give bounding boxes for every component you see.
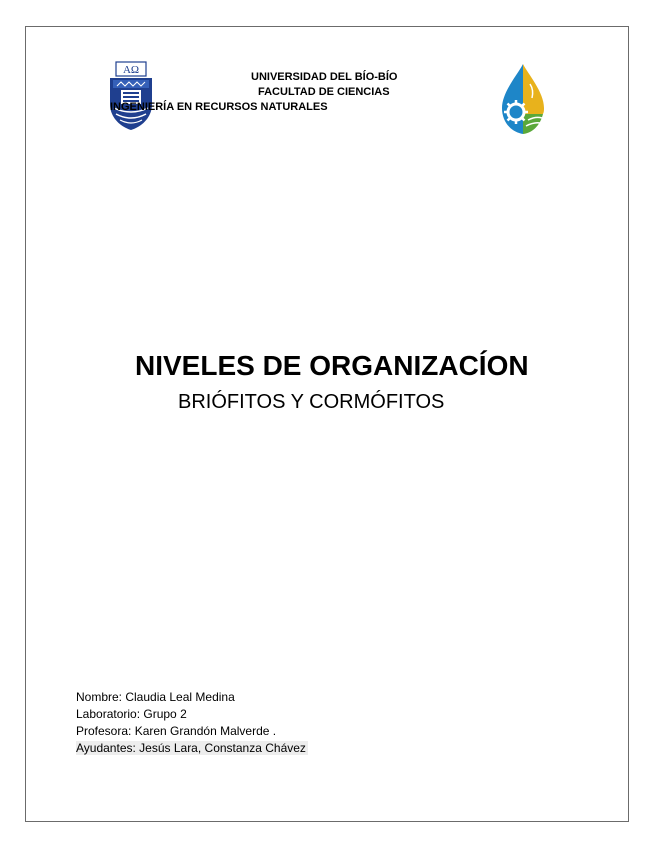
student-name: Nombre: Claudia Leal Medina	[76, 690, 235, 704]
faculty-name: FACULTAD DE CIENCIAS	[258, 86, 390, 98]
program-name: INGENIERÍA EN RECURSOS NATURALES	[110, 101, 328, 113]
water-drop-gear-leaf-logo-icon	[494, 60, 552, 140]
assistants-names: Ayudantes: Jesús Lara, Constanza Chávez	[76, 741, 306, 755]
shield-alpha-omega-text: AΩ	[122, 64, 140, 76]
professor-name: Profesora: Karen Grandón Malverde .	[76, 724, 277, 738]
lab-group: Laboratorio: Grupo 2	[76, 707, 187, 721]
document-subtitle: BRIÓFITOS Y CORMÓFITOS	[178, 391, 445, 413]
document-title: NIVELES DE ORGANIZACÍON	[135, 350, 529, 381]
university-name: UNIVERSIDAD DEL BÍO-BÍO	[251, 71, 398, 83]
university-shield-logo-icon	[107, 60, 155, 132]
